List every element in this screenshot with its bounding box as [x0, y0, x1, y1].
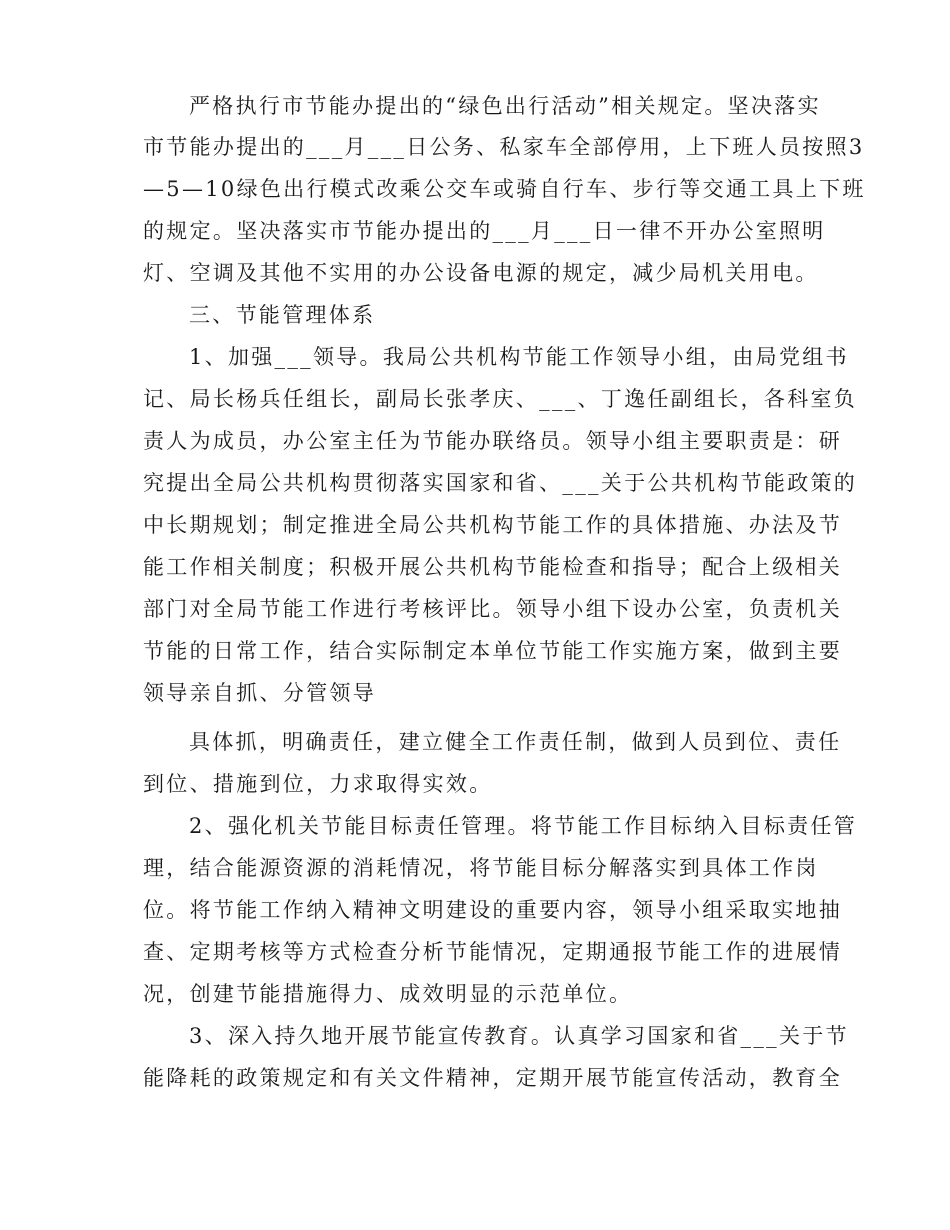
text-line: —5—10绿色出行模式改乘公交车或骑自行车、步行等交通工具上下班: [143, 177, 866, 201]
text-line: 严格执行市节能办提出的“绿色出行活动”相关规定。坚决落实: [189, 94, 821, 118]
text-line: 1、加强___领导。我局公共机构节能工作领导小组，由局党组书: [189, 345, 849, 369]
section-heading: 三、节能管理体系: [189, 303, 376, 327]
text-line: 究提出全局公共机构贯彻落实国家和省、___关于公共机构节能政策的: [143, 471, 858, 495]
text-line: 理，结合能源资源的消耗情况，将节能目标分解落实到具体工作岗: [143, 856, 819, 880]
text-line: 具体抓，明确责任，建立健全工作责任制，做到人员到位、责任: [189, 730, 842, 754]
text-line: 查、定期考核等方式检查分析节能情况，定期通报节能工作的进展情: [143, 940, 842, 964]
text-line: 2、强化机关节能目标责任管理。将节能工作目标纳入目标责任管: [189, 814, 858, 838]
text-line: 能工作相关制度；积极开展公共机构节能检查和指导；配合上级相关: [143, 555, 842, 579]
text-line: 记、局长杨兵任组长，副局长张孝庆、___、丁逸任副组长，各科室负: [143, 387, 858, 411]
text-line: 领导亲自抓、分管领导: [143, 681, 376, 705]
text-line: 能降耗的政策规定和有关文件精神，定期开展节能宣传活动，教育全: [143, 1066, 842, 1090]
text-line: 中长期规划；制定推进全局公共机构节能工作的具体措施、办法及节: [143, 513, 842, 537]
text-line: 到位、措施到位，力求取得实效。: [143, 772, 493, 796]
text-line: 灯、空调及其他不实用的办公设备电源的规定，减少局机关用电。: [143, 261, 819, 285]
text-line: 况，创建节能措施得力、成效明显的示范单位。: [143, 982, 633, 1006]
text-line: 节能的日常工作，结合实际制定本单位节能工作实施方案，做到主要: [143, 639, 842, 663]
text-line: 位。将节能工作纳入精神文明建设的重要内容，领导小组采取实地抽: [143, 898, 842, 922]
text-line: 部门对全局节能工作进行考核评比。领导小组下设办公室，负责机关: [143, 597, 842, 621]
text-line: 责人为成员，办公室主任为节能办联络员。领导小组主要职责是：研: [143, 429, 842, 453]
text-line: 市节能办提出的___月___日公务、私家车全部停用，上下班人员按照3: [143, 135, 865, 159]
text-line: 3、深入持久地开展节能宣传教育。认真学习国家和省___关于节: [189, 1024, 849, 1048]
text-line: 的规定。坚决落实市节能办提出的___月___日一律不开办公室照明: [143, 219, 826, 243]
